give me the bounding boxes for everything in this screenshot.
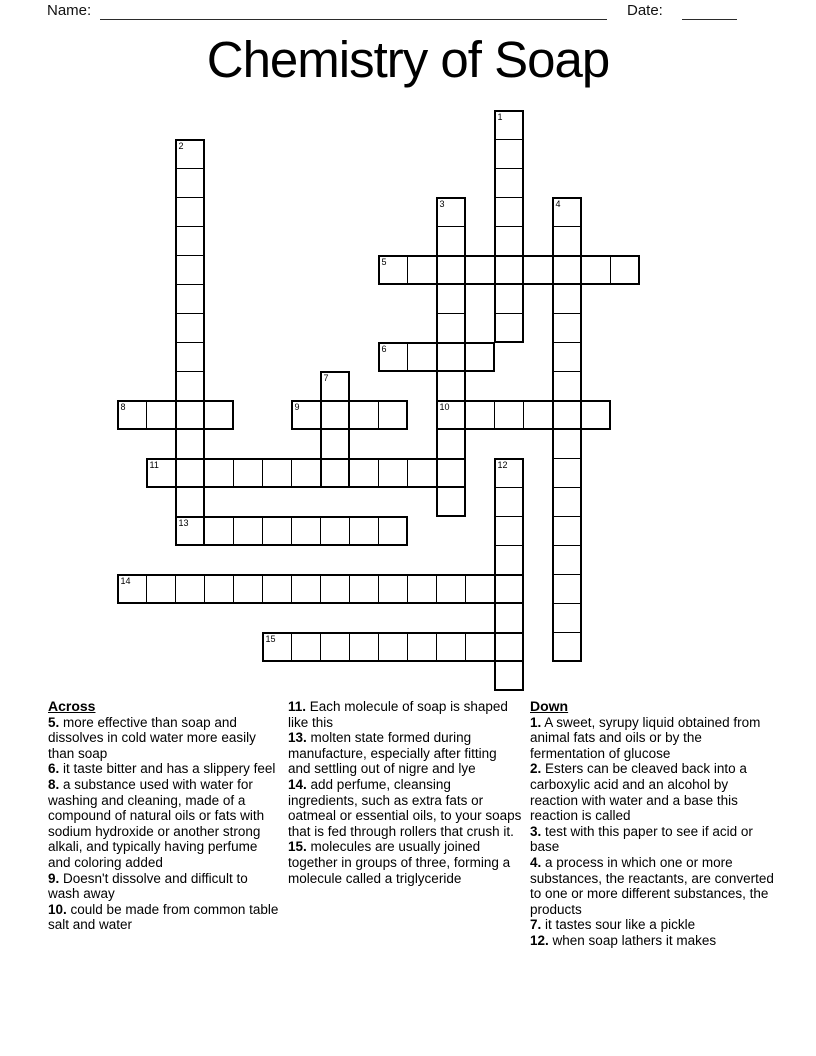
grid-cell[interactable] — [175, 342, 204, 371]
grid-number: 2 — [178, 141, 184, 151]
clue-item — [288, 730, 522, 777]
clue-number: 4. — [530, 854, 542, 870]
grid-cell[interactable] — [204, 458, 233, 487]
grid-cell[interactable] — [349, 458, 378, 487]
grid-cell[interactable] — [291, 632, 320, 661]
grid-cell[interactable] — [378, 400, 407, 429]
clue-item — [530, 715, 776, 762]
grid-cell[interactable] — [552, 574, 581, 603]
grid-cell[interactable] — [581, 255, 610, 284]
grid-cell[interactable] — [494, 197, 523, 226]
grid-cell[interactable] — [175, 197, 204, 226]
clue-number: 13. — [288, 730, 307, 746]
grid-cell[interactable] — [465, 400, 494, 429]
grid-cell[interactable] — [291, 458, 320, 487]
clue-item — [530, 824, 776, 855]
clue-text: molten state formed during manufacture, especially after fitting and settling out of nigre and lye — [288, 730, 497, 777]
date-label: Date: — [627, 2, 663, 19]
clue-text: it tastes sour like a pickle — [541, 917, 696, 933]
grid-cell[interactable] — [494, 139, 523, 168]
clue-number: 14. — [288, 776, 307, 792]
grid-cell[interactable] — [175, 487, 204, 516]
grid-cell[interactable] — [378, 574, 407, 603]
clue-text: a substance used with water for washing and cleaning, made of a compound of natural oils or fats with sodium hydroxide or another strong alkali, and typically having perfume and coloring added — [48, 776, 265, 870]
across-clues-column-1 — [48, 699, 281, 933]
clue-item — [48, 777, 281, 871]
grid-cell[interactable] — [175, 400, 204, 429]
grid-cell[interactable] — [378, 516, 407, 545]
grid-cell[interactable] — [523, 255, 552, 284]
clue-item — [530, 855, 776, 917]
grid-cell[interactable] — [175, 168, 204, 197]
clue-number: 1. — [530, 714, 542, 730]
grid-cell[interactable] — [146, 574, 175, 603]
clue-item — [48, 871, 281, 902]
grid-cell[interactable] — [494, 168, 523, 197]
down-header: Down — [530, 698, 569, 714]
grid-cell[interactable] — [552, 371, 581, 400]
clue-text: test with this paper to see if acid or base — [530, 823, 753, 855]
grid-cell[interactable] — [233, 458, 262, 487]
grid-cell[interactable] — [436, 487, 465, 516]
grid-cell[interactable] — [233, 516, 262, 545]
grid-cell[interactable] — [349, 632, 378, 661]
grid-cell[interactable] — [175, 226, 204, 255]
clue-number: 12. — [530, 932, 549, 948]
clue-number: 6. — [48, 761, 60, 777]
grid-cell[interactable] — [175, 255, 204, 284]
grid-cell[interactable] — [436, 632, 465, 661]
clue-text: more effective than soap and dissolves in cold water more easily than soap — [48, 714, 256, 761]
grid-cell[interactable] — [552, 603, 581, 632]
grid-cell[interactable] — [581, 400, 610, 429]
grid-number: 12 — [497, 460, 508, 470]
grid-cell[interactable] — [378, 458, 407, 487]
across-clues-column-2 — [288, 699, 522, 886]
clue-number: 5. — [48, 714, 60, 730]
clue-number: 3. — [530, 823, 542, 839]
clue-number: 15. — [288, 839, 307, 855]
grid-cell[interactable] — [610, 255, 639, 284]
grid-cell[interactable] — [465, 255, 494, 284]
grid-cell[interactable] — [262, 516, 291, 545]
grid-cell[interactable] — [407, 342, 436, 371]
grid-cell[interactable] — [552, 516, 581, 545]
grid-number: 6 — [381, 344, 387, 354]
grid-cell[interactable] — [320, 429, 349, 458]
grid-cell[interactable] — [349, 574, 378, 603]
grid-cell[interactable] — [407, 458, 436, 487]
grid-cell[interactable] — [349, 516, 378, 545]
grid-cell[interactable] — [175, 429, 204, 458]
grid-number: 4 — [555, 199, 561, 209]
grid-cell[interactable] — [436, 574, 465, 603]
clue-text: when soap lathers it makes — [548, 932, 717, 948]
grid-cell[interactable] — [175, 458, 204, 487]
clue-text: Doesn't dissolve and difficult to wash away — [48, 870, 248, 902]
grid-number: 3 — [439, 199, 445, 209]
grid-cell[interactable] — [436, 255, 465, 284]
grid-number: 13 — [178, 518, 189, 528]
grid-cell[interactable] — [204, 574, 233, 603]
grid-cell[interactable] — [407, 632, 436, 661]
grid-cell[interactable] — [291, 574, 320, 603]
grid-cell[interactable] — [262, 458, 291, 487]
grid-cell[interactable] — [552, 313, 581, 342]
clue-item — [48, 902, 281, 933]
clue-item — [288, 699, 522, 730]
clue-item — [530, 761, 776, 823]
grid-number: 7 — [323, 373, 329, 383]
clue-text: could be made from common table salt and water — [48, 901, 279, 933]
grid-cell[interactable] — [175, 284, 204, 313]
grid-cell[interactable] — [552, 545, 581, 574]
grid-cell[interactable] — [494, 284, 523, 313]
grid-cell[interactable] — [436, 371, 465, 400]
clue-text: it taste bitter and has a slippery feel — [59, 761, 276, 777]
grid-cell[interactable] — [175, 313, 204, 342]
across-header: Across — [48, 698, 96, 714]
grid-number: 9 — [294, 402, 300, 412]
grid-cell[interactable] — [204, 400, 233, 429]
grid-cell[interactable] — [320, 458, 349, 487]
clue-number: 8. — [48, 776, 60, 792]
grid-cell[interactable] — [494, 487, 523, 516]
clue-number: 2. — [530, 761, 542, 777]
clue-number: 9. — [48, 870, 60, 886]
grid-cell[interactable] — [436, 458, 465, 487]
grid-cell[interactable] — [175, 574, 204, 603]
grid-cell[interactable] — [320, 516, 349, 545]
grid-cell[interactable] — [407, 574, 436, 603]
grid-cell[interactable] — [552, 284, 581, 313]
grid-cell[interactable] — [494, 400, 523, 429]
clue-text: Esters can be cleaved back into a carboxylic acid and an alcohol by reaction with water and a base this reaction is called — [530, 761, 747, 824]
grid-cell[interactable] — [552, 487, 581, 516]
clue-text: a process in which one or more substances, the reactants, are converted to one or more different substances, the products — [530, 854, 774, 917]
grid-cell[interactable] — [233, 574, 262, 603]
clue-item — [530, 917, 776, 933]
grid-number: 14 — [120, 576, 131, 586]
grid-number: 5 — [381, 257, 387, 267]
grid-cell[interactable] — [262, 574, 291, 603]
grid-cell[interactable] — [552, 632, 581, 661]
grid-cell[interactable] — [494, 226, 523, 255]
grid-number: 8 — [120, 402, 126, 412]
grid-cell[interactable] — [552, 400, 581, 429]
clue-item — [48, 715, 281, 762]
grid-cell[interactable] — [523, 400, 552, 429]
clue-item — [530, 933, 776, 949]
grid-number: 15 — [265, 634, 276, 644]
page-title: Chemistry of Soap — [206, 31, 610, 88]
clue-text: add perfume, cleansing ingredients, such as extra fats or oatmeal or essential oils, to your soaps that is fed through rollers that crush it. — [288, 776, 522, 839]
grid-cell[interactable] — [436, 342, 465, 371]
clue-item — [48, 761, 281, 777]
grid-cell[interactable] — [320, 632, 349, 661]
grid-cell[interactable] — [146, 400, 175, 429]
clue-number: 7. — [530, 917, 542, 933]
grid-cell[interactable] — [436, 284, 465, 313]
grid-cell[interactable] — [552, 226, 581, 255]
grid-cell[interactable] — [436, 226, 465, 255]
grid-cell[interactable] — [494, 603, 523, 632]
grid-number: 10 — [439, 402, 450, 412]
grid-cell[interactable] — [320, 400, 349, 429]
date-input-line[interactable] — [682, 18, 737, 20]
grid-cell[interactable] — [407, 255, 436, 284]
grid-cell[interactable] — [494, 632, 523, 661]
grid-cell[interactable] — [320, 574, 349, 603]
grid-cell[interactable] — [552, 429, 581, 458]
name-label: Name: — [47, 2, 92, 19]
grid-cell[interactable] — [465, 342, 494, 371]
clue-item — [288, 777, 522, 839]
grid-cell[interactable] — [494, 313, 523, 342]
grid-cell[interactable] — [378, 632, 407, 661]
grid-cell[interactable] — [494, 661, 523, 690]
grid-number: 1 — [497, 112, 503, 122]
grid-cell[interactable] — [552, 255, 581, 284]
name-input-line[interactable] — [100, 18, 607, 20]
grid-cell[interactable] — [465, 574, 494, 603]
grid-cell[interactable] — [494, 574, 523, 603]
grid-cell[interactable] — [291, 516, 320, 545]
clue-text: molecules are usually joined together in groups of three, forming a molecule called a triglyceride — [288, 839, 511, 886]
clue-number: 11. — [288, 699, 307, 714]
grid-cell[interactable] — [552, 458, 581, 487]
grid-number: 11 — [149, 460, 159, 470]
clue-number: 10. — [48, 901, 67, 917]
grid-cell[interactable] — [494, 545, 523, 574]
down-clues-column — [530, 699, 776, 949]
grid-cell[interactable] — [349, 400, 378, 429]
grid-cell[interactable] — [436, 429, 465, 458]
grid-cell[interactable] — [494, 516, 523, 545]
clue-text: Each molecule of soap is shaped like this — [288, 699, 508, 730]
grid-cell[interactable] — [552, 342, 581, 371]
clue-text: A sweet, syrupy liquid obtained from animal fats and oils or by the fermentation of glucose — [530, 714, 761, 761]
grid-cell[interactable] — [465, 632, 494, 661]
grid-cell[interactable] — [494, 255, 523, 284]
grid-cell[interactable] — [204, 516, 233, 545]
grid-cell[interactable] — [436, 313, 465, 342]
clue-item — [288, 839, 522, 886]
grid-cell[interactable] — [175, 371, 204, 400]
